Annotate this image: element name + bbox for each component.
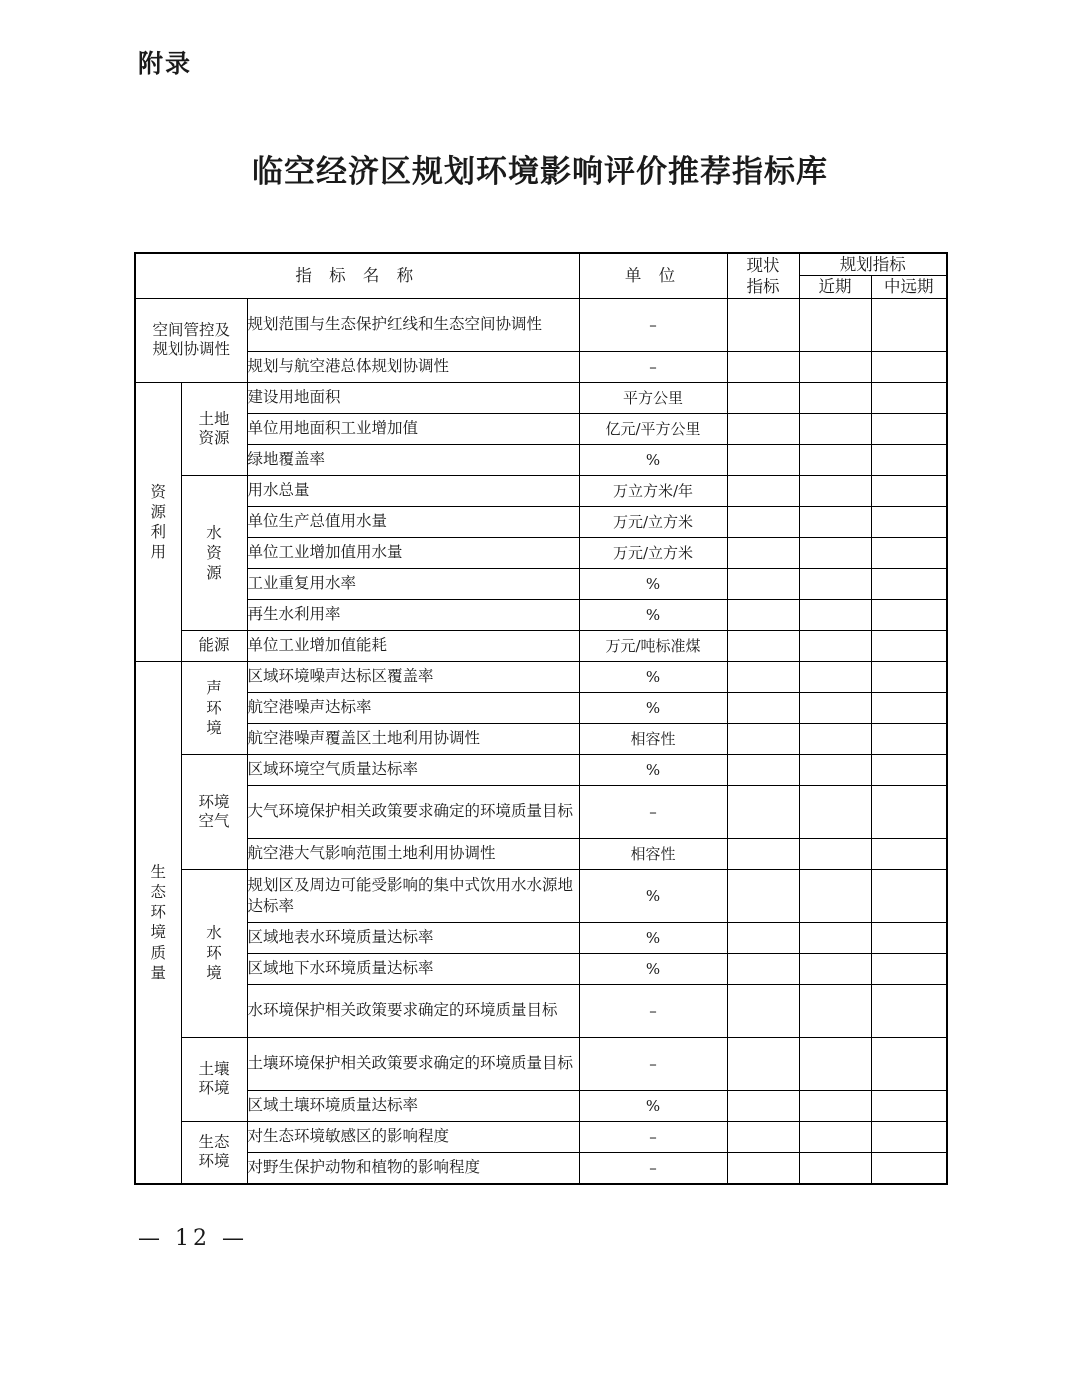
- header-current-indicator: [727, 253, 799, 298]
- indicator-unit: 万元/吨标准煤: [579, 630, 727, 661]
- indicator-name: 区域环境噪声达标区覆盖率: [247, 661, 579, 692]
- indicator-unit: 平方公里: [579, 382, 727, 413]
- value-plan-midlong[interactable]: [871, 661, 947, 692]
- value-current[interactable]: [727, 869, 799, 922]
- subcategory-line1: 声: [206, 678, 222, 697]
- subcategory-water-environment: [181, 869, 247, 1037]
- value-plan-midlong[interactable]: [871, 413, 947, 444]
- indicator-name: 再生水利用率: [247, 599, 579, 630]
- table-row: [135, 869, 947, 922]
- value-current[interactable]: [727, 413, 799, 444]
- subcategory-line1: 土壤: [198, 1060, 230, 1078]
- table-row: [135, 692, 947, 723]
- value-current[interactable]: [727, 785, 799, 838]
- value-plan-near[interactable]: [799, 922, 871, 953]
- header-current-line2: 指标: [746, 276, 780, 296]
- value-plan-midlong[interactable]: [871, 953, 947, 984]
- indicator-unit: 万元/立方米: [579, 506, 727, 537]
- category-char: 利: [150, 522, 166, 541]
- indicator-unit: 相容性: [579, 723, 727, 754]
- value-current[interactable]: [727, 1121, 799, 1152]
- category-char: 态: [150, 883, 166, 902]
- value-plan-near[interactable]: [799, 754, 871, 785]
- value-plan-near[interactable]: [799, 1121, 871, 1152]
- category-char: 环: [150, 903, 166, 922]
- value-plan-near[interactable]: [799, 1037, 871, 1090]
- value-plan-midlong[interactable]: [871, 351, 947, 382]
- indicator-unit: %: [579, 661, 727, 692]
- table-row: [135, 568, 947, 599]
- value-plan-near[interactable]: [799, 661, 871, 692]
- table-row: [135, 413, 947, 444]
- table-row: [135, 382, 947, 413]
- value-current[interactable]: [727, 1152, 799, 1184]
- value-plan-near[interactable]: [799, 1090, 871, 1121]
- value-plan-near[interactable]: [799, 1152, 871, 1184]
- category-char: 境: [150, 923, 166, 942]
- table-row: [135, 1037, 947, 1090]
- indicator-unit: %: [579, 444, 727, 475]
- value-plan-midlong[interactable]: [871, 475, 947, 506]
- subcategory-line2: 资源: [198, 428, 230, 447]
- subcategory-energy: 能源: [181, 630, 247, 661]
- value-current[interactable]: [727, 838, 799, 869]
- subcategory-char: 资: [206, 543, 222, 562]
- value-plan-near[interactable]: [799, 413, 871, 444]
- table-row: [135, 723, 947, 754]
- indicator-unit: 万立方米/年: [579, 475, 727, 506]
- value-plan-midlong[interactable]: [871, 922, 947, 953]
- table-row: [135, 298, 947, 351]
- indicator-name: 区域地表水环境质量达标率: [247, 922, 579, 953]
- value-current[interactable]: [727, 1090, 799, 1121]
- value-plan-midlong[interactable]: [871, 785, 947, 838]
- table-row: [135, 953, 947, 984]
- indicator-unit: %: [579, 922, 727, 953]
- category-eco-environment-quality: [135, 661, 181, 1184]
- value-plan-midlong[interactable]: [871, 568, 947, 599]
- value-plan-midlong[interactable]: [871, 298, 947, 351]
- value-current[interactable]: [727, 630, 799, 661]
- value-current[interactable]: [727, 537, 799, 568]
- value-plan-near[interactable]: [799, 506, 871, 537]
- subcategory-land-resource: [181, 382, 247, 475]
- value-plan-near[interactable]: [799, 692, 871, 723]
- category-char: 生: [150, 862, 166, 881]
- header-current-line1: 现状: [746, 255, 780, 275]
- table-row: [135, 661, 947, 692]
- value-current[interactable]: [727, 922, 799, 953]
- indicator-name: 区域土壤环境质量达标率: [247, 1090, 579, 1121]
- subcategory-line1: 土地: [198, 409, 230, 428]
- indicator-table: [134, 252, 948, 1185]
- value-plan-midlong[interactable]: [871, 630, 947, 661]
- subcategory-ambient-air: [181, 754, 247, 869]
- indicator-name: 单位用地面积工业增加值: [247, 413, 579, 444]
- indicator-name: 单位工业增加值用水量: [247, 537, 579, 568]
- value-plan-near[interactable]: [799, 630, 871, 661]
- value-plan-midlong[interactable]: [871, 723, 947, 754]
- indicator-unit: –: [579, 785, 727, 838]
- value-current[interactable]: [727, 298, 799, 351]
- value-current[interactable]: [727, 1037, 799, 1090]
- value-plan-midlong[interactable]: [871, 444, 947, 475]
- indicator-table-container: [134, 252, 946, 1185]
- subcategory-line3: 境: [206, 964, 222, 983]
- value-current[interactable]: [727, 444, 799, 475]
- value-current[interactable]: [727, 984, 799, 1037]
- indicator-unit: %: [579, 1090, 727, 1121]
- value-plan-midlong[interactable]: [871, 869, 947, 922]
- category-char: 质: [150, 943, 166, 962]
- subcategory-line2: 环境: [198, 1079, 230, 1098]
- value-current[interactable]: [727, 382, 799, 413]
- category-resource-use: [135, 382, 181, 661]
- indicator-name: 航空港大气影响范围土地利用协调性: [247, 838, 579, 869]
- value-plan-near[interactable]: [799, 984, 871, 1037]
- subcategory-line3: 境: [206, 718, 222, 737]
- value-current[interactable]: [727, 953, 799, 984]
- value-plan-near[interactable]: [799, 869, 871, 922]
- table-row: [135, 984, 947, 1037]
- indicator-unit: %: [579, 568, 727, 599]
- header-plan-near: 近期: [799, 276, 871, 298]
- subcategory-line2: 环: [206, 698, 222, 717]
- indicator-name: 航空港噪声达标率: [247, 692, 579, 723]
- header-plan-indicator: 规划指标: [799, 253, 947, 276]
- table-row: [135, 922, 947, 953]
- value-plan-near[interactable]: [799, 723, 871, 754]
- indicator-name: 建设用地面积: [247, 382, 579, 413]
- indicator-unit: –: [579, 298, 727, 351]
- subcategory-line2: 环: [206, 944, 222, 963]
- indicator-name: 土壤环境保护相关政策要求确定的环境质量目标: [247, 1037, 579, 1090]
- table-row: [135, 1121, 947, 1152]
- value-plan-midlong[interactable]: [871, 1152, 947, 1184]
- category-line1: 空间管控及: [152, 321, 230, 339]
- indicator-unit: %: [579, 953, 727, 984]
- subcategory-soil-environment: [181, 1037, 247, 1121]
- table-row: [135, 351, 947, 382]
- value-current[interactable]: [727, 723, 799, 754]
- subcategory-char: 水: [206, 523, 222, 542]
- indicator-name: 规划区及周边可能受影响的集中式饮用水水源地达标率: [247, 869, 579, 922]
- value-plan-midlong[interactable]: [871, 1121, 947, 1152]
- indicator-unit: 相容性: [579, 838, 727, 869]
- header-unit: 单 位: [579, 253, 727, 298]
- table-row: [135, 785, 947, 838]
- subcategory-line1: 生态: [198, 1133, 230, 1151]
- category-char: 量: [150, 963, 166, 982]
- page-title: 临空经济区规划环境影响评价推荐指标库: [252, 154, 828, 190]
- header-plan-midlong: 中远期: [871, 276, 947, 298]
- value-plan-near[interactable]: [799, 298, 871, 351]
- indicator-name: 水环境保护相关政策要求确定的环境质量目标: [247, 984, 579, 1037]
- subcategory-acoustic-environment: [181, 661, 247, 754]
- indicator-unit: –: [579, 1037, 727, 1090]
- value-plan-midlong[interactable]: [871, 838, 947, 869]
- indicator-name: 工业重复用水率: [247, 568, 579, 599]
- indicator-name: 对野生保护动物和植物的影响程度: [247, 1152, 579, 1184]
- value-current[interactable]: [727, 568, 799, 599]
- value-plan-near[interactable]: [799, 444, 871, 475]
- subcategory-line2: 环境: [198, 1152, 230, 1171]
- indicator-name: 大气环境保护相关政策要求确定的环境质量目标: [247, 785, 579, 838]
- value-plan-midlong[interactable]: [871, 1037, 947, 1090]
- category-char: 资: [150, 482, 166, 501]
- value-current[interactable]: [727, 599, 799, 630]
- value-plan-midlong[interactable]: [871, 537, 947, 568]
- value-current[interactable]: [727, 351, 799, 382]
- value-plan-near[interactable]: [799, 382, 871, 413]
- subcategory-line2: 空气: [198, 811, 230, 830]
- value-plan-midlong[interactable]: [871, 692, 947, 723]
- value-plan-midlong[interactable]: [871, 984, 947, 1037]
- table-row: [135, 1152, 947, 1184]
- indicator-unit: –: [579, 1152, 727, 1184]
- indicator-unit: %: [579, 599, 727, 630]
- value-current[interactable]: [727, 692, 799, 723]
- table-row: [135, 630, 947, 661]
- subcategory-line1: 水: [206, 924, 222, 943]
- table-row: [135, 475, 947, 506]
- subcategory-ecological-environment: [181, 1121, 247, 1184]
- indicator-name: 单位工业增加值能耗: [247, 630, 579, 661]
- table-header-row: [135, 253, 947, 276]
- value-plan-near[interactable]: [799, 537, 871, 568]
- table-row: [135, 1090, 947, 1121]
- value-current[interactable]: [727, 661, 799, 692]
- table-row: [135, 506, 947, 537]
- indicator-name: 航空港噪声覆盖区土地利用协调性: [247, 723, 579, 754]
- header-indicator-name: 指 标 名 称: [135, 253, 579, 298]
- category-char: 用: [150, 543, 166, 562]
- subcategory-water-resource: [181, 475, 247, 630]
- table-row: [135, 444, 947, 475]
- category-line2: 规划协调性: [152, 340, 230, 359]
- indicator-name: 对生态环境敏感区的影响程度: [247, 1121, 579, 1152]
- value-plan-midlong[interactable]: [871, 1090, 947, 1121]
- value-plan-midlong[interactable]: [871, 382, 947, 413]
- value-current[interactable]: [727, 506, 799, 537]
- table-row: [135, 537, 947, 568]
- value-plan-near[interactable]: [799, 475, 871, 506]
- subcategory-char: 源: [206, 563, 222, 582]
- value-plan-midlong[interactable]: [871, 599, 947, 630]
- category-char: 源: [150, 502, 166, 521]
- value-plan-midlong[interactable]: [871, 506, 947, 537]
- value-plan-near[interactable]: [799, 953, 871, 984]
- indicator-unit: %: [579, 692, 727, 723]
- table-row: [135, 754, 947, 785]
- appendix-label: 附录: [138, 49, 193, 78]
- table-row: [135, 838, 947, 869]
- indicator-unit: –: [579, 351, 727, 382]
- value-current[interactable]: [727, 754, 799, 785]
- category-space-control: [135, 298, 247, 382]
- indicator-unit: %: [579, 869, 727, 922]
- indicator-name: 规划范围与生态保护红线和生态空间协调性: [247, 298, 579, 351]
- indicator-name: 区域环境空气质量达标率: [247, 754, 579, 785]
- value-plan-near[interactable]: [799, 351, 871, 382]
- value-current[interactable]: [727, 475, 799, 506]
- indicator-unit: –: [579, 984, 727, 1037]
- indicator-unit: %: [579, 754, 727, 785]
- indicator-name: 绿地覆盖率: [247, 444, 579, 475]
- indicator-unit: 万元/立方米: [579, 537, 727, 568]
- value-plan-near[interactable]: [799, 599, 871, 630]
- value-plan-near[interactable]: [799, 568, 871, 599]
- indicator-name: 单位生产总值用水量: [247, 506, 579, 537]
- value-plan-near[interactable]: [799, 838, 871, 869]
- value-plan-near[interactable]: [799, 785, 871, 838]
- indicator-name: 区域地下水环境质量达标率: [247, 953, 579, 984]
- indicator-unit: 亿元/平方公里: [579, 413, 727, 444]
- value-plan-midlong[interactable]: [871, 754, 947, 785]
- table-row: [135, 599, 947, 630]
- indicator-name: 规划与航空港总体规划协调性: [247, 351, 579, 382]
- page-number: — 12 —: [138, 1226, 248, 1251]
- indicator-name: 用水总量: [247, 475, 579, 506]
- indicator-unit: –: [579, 1121, 727, 1152]
- subcategory-line1: 环境: [198, 792, 230, 811]
